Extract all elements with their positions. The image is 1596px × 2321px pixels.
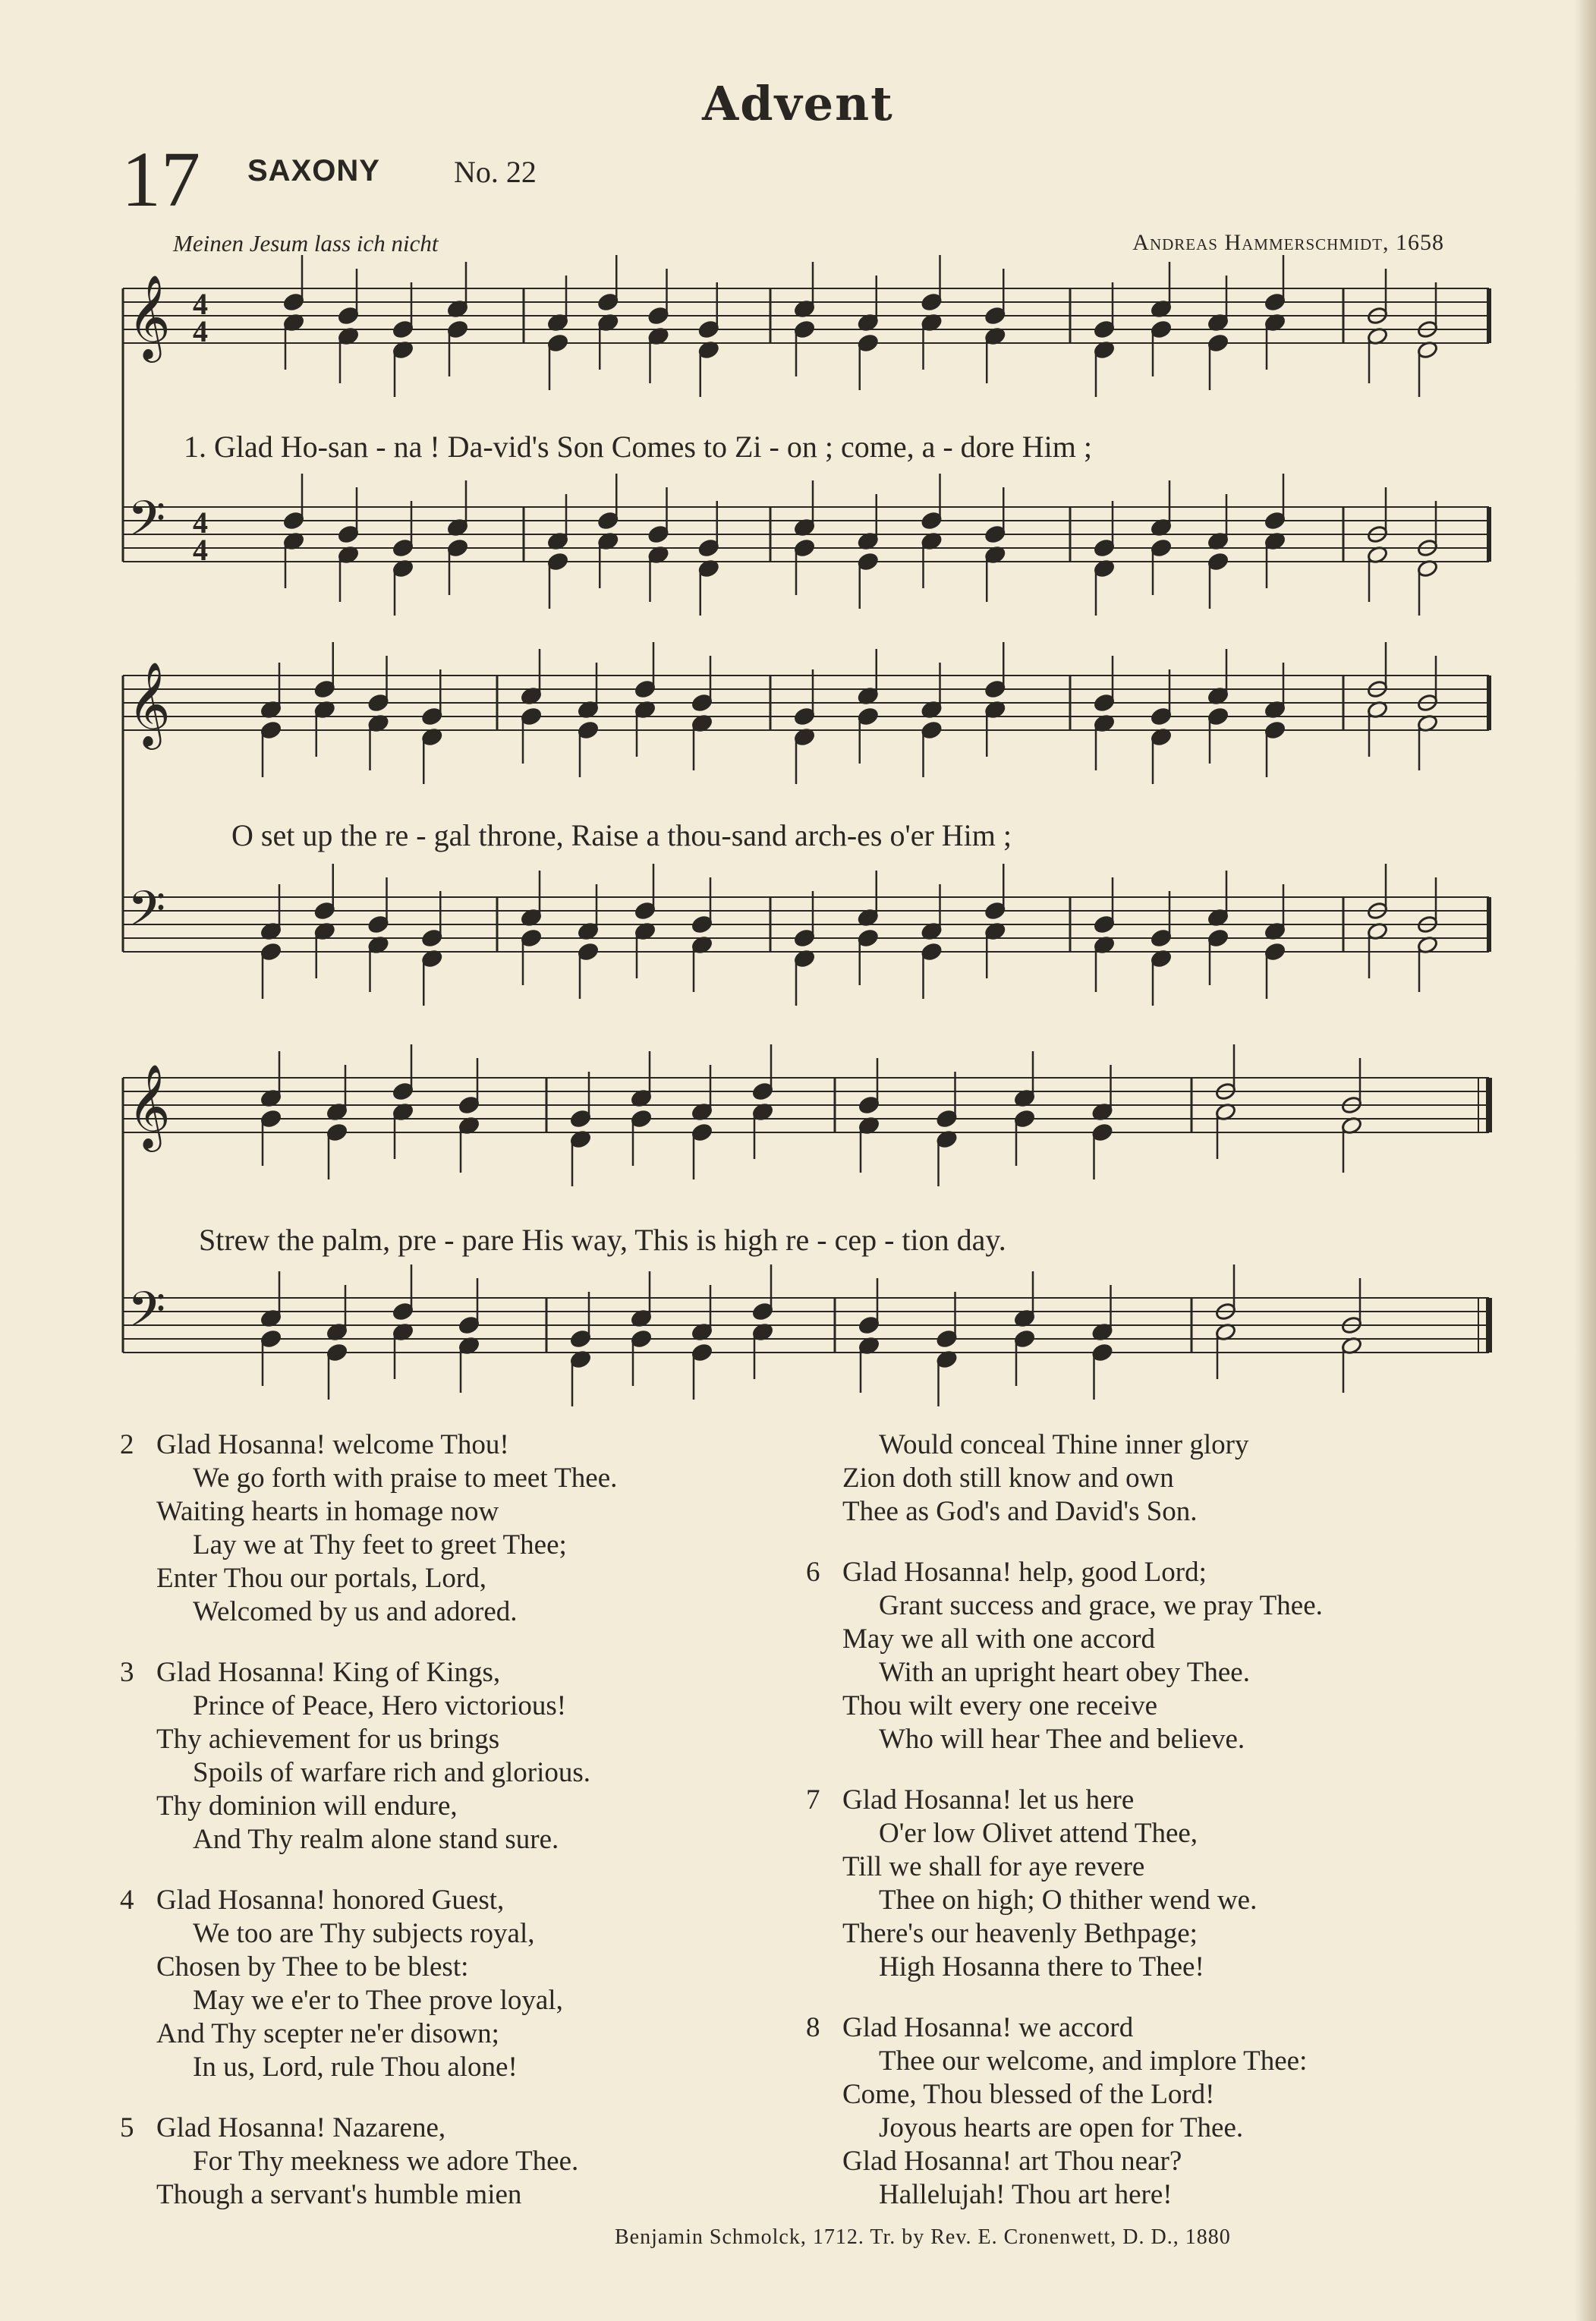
- verse-text: Thee as God's and David's Son.: [842, 1496, 1198, 1527]
- verse-number: 7: [806, 1784, 820, 1816]
- verse-text: For Thy meekness we adore Thee.: [193, 2146, 579, 2177]
- treble-clef-icon: 𝄞: [127, 661, 171, 746]
- verse-text: There's our heavenly Bethpage;: [842, 1918, 1198, 1949]
- verse-text: Thee our welcome, and implore Thee:: [879, 2045, 1308, 2077]
- verse-number: 5: [120, 2112, 134, 2143]
- verse-line: [806, 1784, 1323, 1817]
- verse-text: O'er low Olivet attend Thee,: [879, 1818, 1198, 1849]
- verse-line: [120, 1823, 617, 1856]
- verse-text: Would conceal Thine inner glory: [879, 1429, 1249, 1460]
- verse-line: [120, 1562, 617, 1595]
- time-signature-bottom: 4: [193, 533, 208, 567]
- verse-text: Thy achievement for us brings: [156, 1724, 500, 1755]
- verse-text: Glad Hosanna! welcome Thou!: [156, 1429, 509, 1460]
- verse-line: [806, 1462, 1323, 1495]
- verse-line: [120, 1495, 617, 1529]
- right-verse: [806, 1784, 1323, 1984]
- verse-text: We go forth with praise to meet Thee.: [193, 1463, 618, 1494]
- verse-text: Joyous hearts are open for Thee.: [879, 2112, 1244, 2143]
- text-credit: Benjamin Schmolck, 1712. Tr. by Rev. E. Cronenwett, D. D., 1880: [615, 2225, 1231, 2249]
- verse-number: 2: [120, 1429, 134, 1460]
- treble-clef-icon: 𝄞: [127, 1063, 171, 1148]
- right-verse: [806, 2011, 1323, 2212]
- verse-line: [806, 1884, 1323, 1917]
- verse-text: Glad Hosanna! King of Kings,: [156, 1657, 501, 1688]
- verse-text: Though a servant's humble mien: [156, 2179, 522, 2210]
- tune-source-text: Meinen Jesum lass ich nicht: [173, 230, 439, 257]
- verse-line: [806, 1589, 1323, 1623]
- bass-clef-icon: 𝄢: [127, 491, 166, 559]
- verse-number: 6: [806, 1557, 820, 1588]
- verse-line: [806, 2178, 1323, 2212]
- verse-line: [120, 1790, 617, 1823]
- verse-line: [806, 1690, 1323, 1723]
- verse-line: [806, 2145, 1323, 2178]
- verse-text: Glad Hosanna! help, good Lord;: [842, 1557, 1207, 1588]
- verse-line: [120, 2017, 617, 2051]
- verse-text: Waiting hearts in homage now: [156, 1496, 499, 1527]
- time-signature-top: 4: [193, 287, 208, 321]
- verse-line: [806, 2045, 1323, 2078]
- lyric-line-2: O set up the re - gal throne, Raise a thou-sand arch-es o'er Him ;: [231, 818, 1012, 852]
- verse-text: Grant success and grace, we pray Thee.: [879, 1590, 1323, 1621]
- verse-text: Enter Thou our portals, Lord,: [156, 1563, 487, 1594]
- verse-line: [120, 1917, 617, 1951]
- verse-text: Who will hear Thee and believe.: [879, 1724, 1245, 1755]
- verse-text: Glad Hosanna! honored Guest,: [156, 1885, 505, 1916]
- tune-name: SAXONY: [247, 154, 380, 187]
- verse-line: [806, 1951, 1323, 1984]
- verse-line: [120, 2112, 617, 2145]
- hymn-number: 17: [121, 136, 200, 223]
- verse-line: [120, 1595, 617, 1629]
- verse-line: [806, 1917, 1323, 1951]
- verse-line: [806, 2112, 1323, 2145]
- left-verse: [120, 1656, 617, 1856]
- left-verse: [120, 1428, 617, 1629]
- verse-text: Glad Hosanna! let us here: [842, 1784, 1135, 1816]
- bass-clef-icon: 𝄢: [127, 881, 166, 950]
- verse-line: [120, 2178, 617, 2212]
- verse-text: Thou wilt every one receive: [842, 1690, 1158, 1721]
- time-signature-bottom: 4: [193, 314, 208, 348]
- left-verse: [120, 1884, 617, 2084]
- verse-text: In us, Lord, rule Thou alone!: [193, 2052, 518, 2083]
- verse-text: Spoils of warfare rich and glorious.: [193, 1757, 591, 1788]
- verse-text: With an upright heart obey Thee.: [879, 1657, 1250, 1688]
- composer-credit: Andreas Hammerschmidt, 1658: [1132, 230, 1444, 255]
- verse-line: [120, 1656, 617, 1690]
- left-verse: [120, 2112, 617, 2212]
- section-title: Advent: [702, 76, 894, 131]
- verse-number: 3: [120, 1657, 134, 1688]
- verse-text: We too are Thy subjects royal,: [193, 1918, 535, 1949]
- verse-line: [806, 1723, 1323, 1756]
- verse-text: Till we shall for aye revere: [842, 1851, 1145, 1882]
- verse-line: [120, 1884, 617, 1917]
- verses-right-column: [806, 1428, 1323, 2239]
- verse-line: [806, 1623, 1323, 1656]
- verse-line: [806, 1817, 1323, 1850]
- verse-text: May we all with one accord: [842, 1623, 1155, 1655]
- verse-line: [120, 2051, 617, 2084]
- lyric-line-1: 1. Glad Ho-san - na ! Da-vid's Son Comes to Zi - on ; come, a - dore Him ;: [184, 430, 1092, 464]
- verse-text: Zion doth still know and own: [842, 1463, 1174, 1494]
- lyric-line-3: Strew the palm, pre - pare His way, This is high re - cep - tion day.: [199, 1223, 1006, 1257]
- verse-text: Thee on high; O thither wend we.: [879, 1885, 1258, 1916]
- verse-line: [806, 1428, 1323, 1462]
- right-verse: [806, 1556, 1323, 1756]
- verse-line: [806, 2011, 1323, 2045]
- time-signature-top: 4: [193, 505, 208, 540]
- verse-line: [806, 2078, 1323, 2112]
- verse-text: High Hosanna there to Thee!: [879, 1951, 1204, 1982]
- verses-left-column: [120, 1428, 617, 2239]
- verse-line: [120, 2145, 617, 2178]
- verse-line: [806, 1850, 1323, 1884]
- verse-line: [120, 1690, 617, 1723]
- verse-line: [120, 1951, 617, 1984]
- verse-text: And Thy scepter ne'er disown;: [156, 2018, 499, 2049]
- verse-text: Glad Hosanna! Nazarene,: [156, 2112, 446, 2143]
- verse-line: [120, 1984, 617, 2017]
- verse-line: [120, 1428, 617, 1462]
- verse-line: [806, 1656, 1323, 1690]
- verse-text: Welcomed by us and adored.: [193, 1596, 518, 1627]
- verse-number: 4: [120, 1885, 134, 1916]
- verse-text: Lay we at Thy feet to greet Thee;: [193, 1529, 567, 1560]
- verse-line: [120, 1756, 617, 1790]
- verse-line: [120, 1462, 617, 1495]
- verse-text: Glad Hosanna! art Thou near?: [842, 2146, 1182, 2177]
- verse-text: And Thy realm alone stand sure.: [193, 1824, 559, 1855]
- verse-text: Come, Thou blessed of the Lord!: [842, 2079, 1215, 2110]
- verse-text: May we e'er to Thee prove loyal,: [193, 1985, 563, 2016]
- verse-line: [120, 1723, 617, 1756]
- right-verse: [806, 1428, 1323, 1529]
- verse-text: Thy dominion will endure,: [156, 1790, 458, 1822]
- verse-text: Prince of Peace, Hero victorious!: [193, 1690, 567, 1721]
- verse-text: Hallelujah! Thou art here!: [879, 2179, 1173, 2210]
- verse-number: 8: [806, 2012, 820, 2043]
- bass-clef-icon: 𝄢: [127, 1282, 166, 1350]
- verse-line: [806, 1556, 1323, 1589]
- tune-number: No. 22: [454, 155, 537, 189]
- verse-line: [120, 1529, 617, 1562]
- verse-line: [806, 1495, 1323, 1529]
- verse-text: Glad Hosanna! we accord: [842, 2012, 1134, 2043]
- treble-clef-icon: 𝄞: [127, 274, 171, 359]
- verse-text: Chosen by Thee to be blest:: [156, 1951, 469, 1982]
